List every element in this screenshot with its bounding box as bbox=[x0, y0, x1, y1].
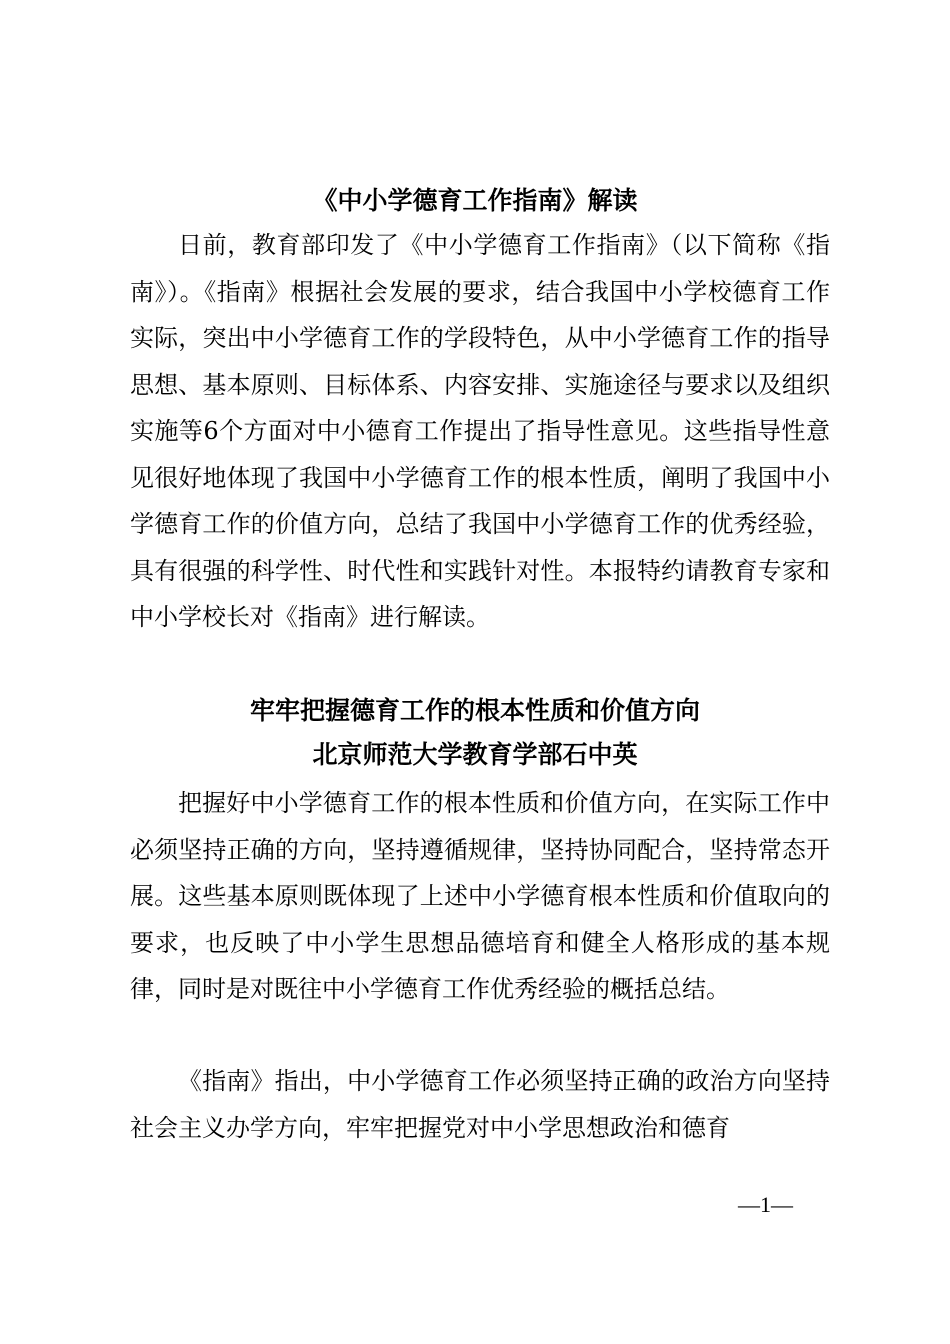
page-number: —1— bbox=[738, 1192, 793, 1217]
section-title: 牢牢把握德育工作的根本性质和价值方向 bbox=[249, 696, 700, 725]
section-author: 北京师范大学教育学部石中英 bbox=[312, 740, 638, 769]
body-paragraph: 《指南》指出，中小学德育工作必须坚持正确的政治方向坚持社会主义办学方向，牢牢把握党对中小学思想政治和德育 bbox=[130, 1067, 830, 1142]
body-paragraph: 把握好中小学德育工作的根本性质和价值方向，在实际工作中必须坚持正确的方向，坚持遵循规律，坚持协同配合，坚持常态开展。这些基本原则既体现了上述中小学德育根本性质和价值取向的要求，也反映了中小学生思想品德培育和健全人格形成的基本规律，同时是对既往中小学德育工作优秀经验的概括总结。 bbox=[130, 789, 830, 1003]
document-title: 《中小学德育工作指南》解读 bbox=[312, 186, 638, 215]
intro-paragraph: 日前，教育部印发了《中小学德育工作指南》（以下简称《指南》）。《指南》根据社会发展的要求，结合我国中小学校德育工作实际，突出中小学德育工作的学段特色，从中小学德育工作的指导思想、基本原则、目标体系、内容安排、实施途径与要求以及组织实施等6个方面对中小德育工作提出了指导性意见。这些指导性意见很好地体现了我国中小学德育工作的根本性质，阐明了我国中小学德育工作的价值方向，总结了我国中小学德育工作的优秀经验，具有很强的科学性、时代性和实践针对性。本报特约请教育专家和中小学校长对《指南》进行解读。 bbox=[130, 231, 830, 631]
